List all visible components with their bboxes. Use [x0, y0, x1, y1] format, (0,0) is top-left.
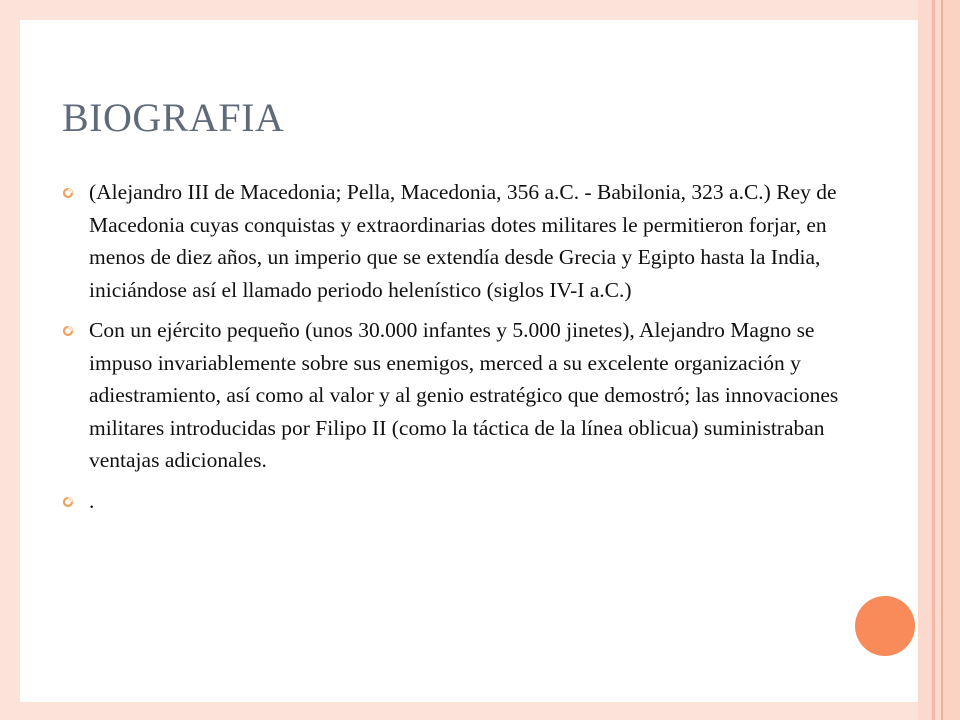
frame-left-border: [0, 0, 20, 720]
bullet-text: (Alejandro III de Macedonia; Pella, Macedonia, 356 a.C. - Babilonia, 323 a.C.) Rey de Macedonia cuyas conquistas y extraordinarias dotes militares le permitieron forjar, en menos de diez años, un imperio que se extendía desde Grecia y Egipto hasta la India, iniciándose así el llamado periodo helenístico (siglos IV-I a.C.): [89, 180, 837, 302]
ring-bullet-icon: [62, 496, 74, 508]
frame-bottom-border: [0, 702, 960, 720]
frame-top-border: [0, 0, 960, 20]
right-stripe: [918, 0, 932, 720]
right-stripe: [943, 0, 960, 720]
bullet-list: [62, 176, 862, 525]
slide-title: BIOGRAFIA: [62, 95, 285, 140]
bullet-text: .: [89, 488, 95, 513]
bullet-text: Con un ejército pequeño (unos 30.000 infantes y 5.000 jinetes), Alejandro Magno se impuso invariablemente sobre sus enemigos, merced a su excelente organización y adiestramiento, así como al valor y al genio estratégico que demostró; las innovaciones militares introducidas por Filipo II (como la táctica de la línea oblicua) suministraban ventajas adicionales.: [89, 318, 839, 472]
orange-circle-icon: [855, 596, 915, 656]
ring-bullet-icon: [62, 187, 74, 199]
bullet-item: [62, 485, 862, 518]
bullet-item: [62, 176, 862, 306]
bullet-item: [62, 314, 862, 477]
ring-bullet-icon: [62, 325, 74, 337]
